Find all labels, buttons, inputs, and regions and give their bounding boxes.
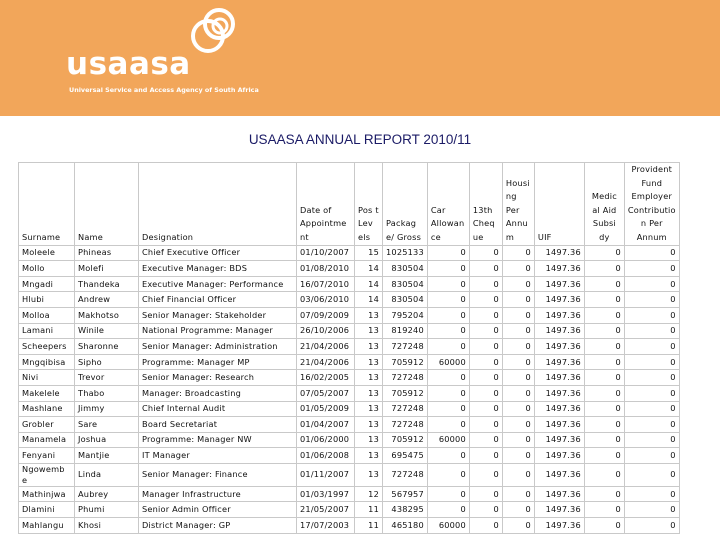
table-cell: 01/06/2000 xyxy=(297,432,355,448)
table-cell: Aubrey xyxy=(75,486,139,502)
table-cell: 01/04/2007 xyxy=(297,417,355,433)
table-cell: 1497.36 xyxy=(534,245,584,261)
table-cell: 1497.36 xyxy=(534,276,584,292)
table-row xyxy=(19,370,680,386)
table-cell: Chief Financial Officer xyxy=(139,292,297,308)
table-cell: 0 xyxy=(584,307,624,323)
table-cell: 03/06/2010 xyxy=(297,292,355,308)
column-header: Housi ng Per Annu m xyxy=(502,163,534,246)
table-cell: Mahlangu xyxy=(19,518,75,534)
table-cell: 0 xyxy=(584,354,624,370)
table-cell: 13 xyxy=(355,339,383,355)
table-cell: 15 xyxy=(355,245,383,261)
table-cell: Dlamini xyxy=(19,502,75,518)
table-cell: 0 xyxy=(624,385,679,401)
table-cell: 01/08/2010 xyxy=(297,261,355,277)
table-cell: 0 xyxy=(502,432,534,448)
table-cell: 13 xyxy=(355,432,383,448)
table-cell: 0 xyxy=(624,401,679,417)
column-header: UIF xyxy=(534,163,584,246)
table-cell: 1497.36 xyxy=(534,339,584,355)
table-cell: 01/03/1997 xyxy=(297,486,355,502)
table-row xyxy=(19,448,680,464)
table-cell: Manager: Broadcasting xyxy=(139,385,297,401)
table-cell: 13 xyxy=(355,385,383,401)
table-cell: 0 xyxy=(427,245,469,261)
table-cell: 0 xyxy=(502,417,534,433)
table-cell: 26/10/2006 xyxy=(297,323,355,339)
table-cell: 13 xyxy=(355,463,383,486)
table-cell: Senior Manager: Finance xyxy=(139,463,297,486)
table-cell: 727248 xyxy=(383,339,428,355)
table-cell: Ngowemb e xyxy=(19,463,75,486)
table-row xyxy=(19,502,680,518)
table-cell: 0 xyxy=(502,245,534,261)
table-cell: 0 xyxy=(584,401,624,417)
table-cell: 0 xyxy=(584,276,624,292)
table-cell: Hlubi xyxy=(19,292,75,308)
table-cell: 1497.36 xyxy=(534,261,584,277)
table-cell: 12 xyxy=(355,486,383,502)
table-cell: 1497.36 xyxy=(534,370,584,386)
table-cell: Mathinjwa xyxy=(19,486,75,502)
table-cell: Mngadi xyxy=(19,276,75,292)
table-cell: 11 xyxy=(355,518,383,534)
table-cell: Linda xyxy=(75,463,139,486)
table-row xyxy=(19,307,680,323)
table-cell: 21/05/2007 xyxy=(297,502,355,518)
table-cell: 16/07/2010 xyxy=(297,276,355,292)
table-cell: Sharonne xyxy=(75,339,139,355)
table-cell: 0 xyxy=(469,276,502,292)
table-cell: 0 xyxy=(469,307,502,323)
table-cell: Programme: Manager NW xyxy=(139,432,297,448)
table-cell: 0 xyxy=(427,292,469,308)
table-cell: 0 xyxy=(469,370,502,386)
table-cell: 0 xyxy=(427,307,469,323)
table-cell: 0 xyxy=(469,502,502,518)
table-cell: 0 xyxy=(502,370,534,386)
table-cell: 14 xyxy=(355,276,383,292)
table-cell: Manager Infrastructure xyxy=(139,486,297,502)
table-cell: Molloa xyxy=(19,307,75,323)
table-cell: 819240 xyxy=(383,323,428,339)
table-row xyxy=(19,323,680,339)
table-row xyxy=(19,463,680,486)
table-cell: 11 xyxy=(355,502,383,518)
table-cell: Winile xyxy=(75,323,139,339)
table-cell: 0 xyxy=(502,276,534,292)
table-header-row xyxy=(19,163,680,246)
table-cell: 0 xyxy=(584,292,624,308)
table-cell: 0 xyxy=(469,463,502,486)
table-cell: 1497.36 xyxy=(534,354,584,370)
table-cell: 0 xyxy=(624,276,679,292)
table-cell: 0 xyxy=(427,323,469,339)
table-cell: 0 xyxy=(502,486,534,502)
table-cell: 1497.36 xyxy=(534,486,584,502)
table-cell: 0 xyxy=(584,518,624,534)
table-cell: 1497.36 xyxy=(534,292,584,308)
table-cell: 0 xyxy=(584,432,624,448)
column-header: Pos t Lev els xyxy=(355,163,383,246)
table-cell: 1497.36 xyxy=(534,502,584,518)
table-row xyxy=(19,518,680,534)
column-header: Car Allowan ce xyxy=(427,163,469,246)
table-cell: IT Manager xyxy=(139,448,297,464)
table-cell: Executive Manager: BDS xyxy=(139,261,297,277)
table-cell: 16/02/2005 xyxy=(297,370,355,386)
table-cell: 0 xyxy=(584,417,624,433)
table-cell: 705912 xyxy=(383,354,428,370)
table-cell: Mashlane xyxy=(19,401,75,417)
table-cell: 0 xyxy=(469,518,502,534)
table-cell: 01/10/2007 xyxy=(297,245,355,261)
table-cell: Phumi xyxy=(75,502,139,518)
table-cell: 727248 xyxy=(383,463,428,486)
table-cell: Jimmy xyxy=(75,401,139,417)
table-cell: 21/04/2006 xyxy=(297,354,355,370)
table-cell: 0 xyxy=(502,448,534,464)
table-cell: Lamani xyxy=(19,323,75,339)
table-cell: Sipho xyxy=(75,354,139,370)
table-cell: 1497.36 xyxy=(534,432,584,448)
table-cell: 1497.36 xyxy=(534,518,584,534)
table-cell: 01/05/2009 xyxy=(297,401,355,417)
table-cell: 0 xyxy=(584,502,624,518)
table-cell: 465180 xyxy=(383,518,428,534)
column-header: Designation xyxy=(139,163,297,246)
table-cell: 705912 xyxy=(383,432,428,448)
table-cell: National Programme: Manager xyxy=(139,323,297,339)
table-cell: 0 xyxy=(624,448,679,464)
table-cell: 0 xyxy=(502,354,534,370)
table-cell: District Manager: GP xyxy=(139,518,297,534)
column-header: Packag e/ Gross xyxy=(383,163,428,246)
table-cell: 0 xyxy=(469,354,502,370)
table-cell: Khosi xyxy=(75,518,139,534)
table-row xyxy=(19,417,680,433)
table-cell: 0 xyxy=(427,401,469,417)
table-cell: 1497.36 xyxy=(534,401,584,417)
table-cell: 0 xyxy=(502,502,534,518)
table-cell: Senior Manager: Research xyxy=(139,370,297,386)
table-cell: Mantjie xyxy=(75,448,139,464)
table-cell: 1497.36 xyxy=(534,323,584,339)
table-cell: Makelele xyxy=(19,385,75,401)
table-cell: Sare xyxy=(75,417,139,433)
table-cell: Grobler xyxy=(19,417,75,433)
table-cell: 1025133 xyxy=(383,245,428,261)
table-body xyxy=(19,245,680,533)
table-cell: Senior Manager: Administration xyxy=(139,339,297,355)
table-cell: 0 xyxy=(502,261,534,277)
table-cell: 0 xyxy=(624,307,679,323)
table-cell: 0 xyxy=(624,292,679,308)
table-cell: 0 xyxy=(502,401,534,417)
salary-table xyxy=(18,162,680,534)
table-row xyxy=(19,401,680,417)
table-cell: 07/09/2009 xyxy=(297,307,355,323)
table-cell: Chief Internal Audit xyxy=(139,401,297,417)
table-cell: 0 xyxy=(624,323,679,339)
table-cell: 0 xyxy=(624,354,679,370)
table-cell: 1497.36 xyxy=(534,463,584,486)
table-cell: Makhotso xyxy=(75,307,139,323)
table-cell: 695475 xyxy=(383,448,428,464)
table-cell: 1497.36 xyxy=(534,417,584,433)
table-row xyxy=(19,245,680,261)
table-cell: Thandeka xyxy=(75,276,139,292)
table-cell: 0 xyxy=(469,417,502,433)
table-cell: 0 xyxy=(624,518,679,534)
table-cell: Phineas xyxy=(75,245,139,261)
table-cell: Programme: Manager MP xyxy=(139,354,297,370)
table-cell: 0 xyxy=(469,245,502,261)
table-cell: 0 xyxy=(502,518,534,534)
table-cell: 60000 xyxy=(427,354,469,370)
table-cell: 0 xyxy=(427,261,469,277)
table-cell: 1497.36 xyxy=(534,385,584,401)
table-cell: 1497.36 xyxy=(534,307,584,323)
table-cell: Molefi xyxy=(75,261,139,277)
column-header: Name xyxy=(75,163,139,246)
table-cell: 0 xyxy=(502,307,534,323)
table-row xyxy=(19,292,680,308)
table-cell: 0 xyxy=(624,502,679,518)
column-header: Medic al Aid Subsi dy xyxy=(584,163,624,246)
table-cell: 0 xyxy=(584,385,624,401)
table-cell: 0 xyxy=(427,448,469,464)
table-cell: 0 xyxy=(469,261,502,277)
table-cell: 0 xyxy=(469,448,502,464)
table-cell: 60000 xyxy=(427,432,469,448)
table-cell: Mollo xyxy=(19,261,75,277)
table-cell: Andrew xyxy=(75,292,139,308)
table-cell: 0 xyxy=(469,486,502,502)
table-cell: Board Secretariat xyxy=(139,417,297,433)
table-cell: 13 xyxy=(355,307,383,323)
table-row xyxy=(19,339,680,355)
table-cell: Thabo xyxy=(75,385,139,401)
table-cell: Moleele xyxy=(19,245,75,261)
table-cell: Executive Manager: Performance xyxy=(139,276,297,292)
header-banner xyxy=(0,0,720,116)
table-row xyxy=(19,385,680,401)
table-row xyxy=(19,276,680,292)
table-cell: 0 xyxy=(427,276,469,292)
table-cell: 13 xyxy=(355,370,383,386)
report-title: USAASA ANNUAL REPORT 2010/11 xyxy=(248,132,472,147)
table-cell: 0 xyxy=(502,385,534,401)
table-cell: 705912 xyxy=(383,385,428,401)
column-header: Provident Fund Employer Contributio n Per Annum xyxy=(624,163,679,246)
table-cell: 13 xyxy=(355,323,383,339)
table-cell: Manamela xyxy=(19,432,75,448)
table-cell: 0 xyxy=(502,339,534,355)
table-cell: 0 xyxy=(584,486,624,502)
table-cell: 830504 xyxy=(383,292,428,308)
table-cell: 0 xyxy=(469,292,502,308)
table-cell: 0 xyxy=(624,486,679,502)
table-cell: 0 xyxy=(427,463,469,486)
table-cell: 13 xyxy=(355,448,383,464)
table-cell: 13 xyxy=(355,401,383,417)
table-cell: Scheepers xyxy=(19,339,75,355)
table-cell: 830504 xyxy=(383,276,428,292)
table-cell: Nivi xyxy=(19,370,75,386)
table-cell: 0 xyxy=(624,245,679,261)
table-cell: 0 xyxy=(584,463,624,486)
table-cell: Joshua xyxy=(75,432,139,448)
table-cell: 17/07/2003 xyxy=(297,518,355,534)
table-cell: Senior Admin Officer xyxy=(139,502,297,518)
table-cell: Trevor xyxy=(75,370,139,386)
table-cell: 13 xyxy=(355,417,383,433)
table-cell: 13 xyxy=(355,354,383,370)
table-cell: 60000 xyxy=(427,518,469,534)
table-cell: 21/04/2006 xyxy=(297,339,355,355)
table-row xyxy=(19,486,680,502)
table-cell: 01/06/2008 xyxy=(297,448,355,464)
table-cell: 0 xyxy=(624,432,679,448)
table-cell: Chief Executive Officer xyxy=(139,245,297,261)
table-row xyxy=(19,354,680,370)
table-cell: 0 xyxy=(469,339,502,355)
table-cell: 14 xyxy=(355,261,383,277)
table-cell: 727248 xyxy=(383,401,428,417)
table-cell: 0 xyxy=(502,292,534,308)
column-header: 13th Cheq ue xyxy=(469,163,502,246)
table-cell: 0 xyxy=(469,401,502,417)
table-cell: 0 xyxy=(469,323,502,339)
table-cell: 0 xyxy=(584,370,624,386)
column-header: Date of Appointme nt xyxy=(297,163,355,246)
usaasa-logo xyxy=(66,2,259,102)
table-cell: 795204 xyxy=(383,307,428,323)
table-cell: 0 xyxy=(502,323,534,339)
table-cell: 0 xyxy=(584,245,624,261)
logo-rings-icon xyxy=(186,2,246,58)
table-cell: 0 xyxy=(584,261,624,277)
table-cell: 0 xyxy=(624,339,679,355)
table-cell: 1497.36 xyxy=(534,448,584,464)
table-cell: 0 xyxy=(624,370,679,386)
table-cell: 0 xyxy=(427,370,469,386)
table-row xyxy=(19,432,680,448)
logo-wordmark: usaasa xyxy=(66,46,191,82)
column-header: Surname xyxy=(19,163,75,246)
table-cell: 567957 xyxy=(383,486,428,502)
table-row xyxy=(19,261,680,277)
table-cell: 0 xyxy=(584,339,624,355)
logo-subtitle: Universal Service and Access Agency of South Africa xyxy=(69,86,259,94)
table-cell: 0 xyxy=(624,261,679,277)
table-cell: 0 xyxy=(427,486,469,502)
table-cell: 0 xyxy=(584,448,624,464)
table-cell: 0 xyxy=(624,417,679,433)
table-cell: 0 xyxy=(502,463,534,486)
table-cell: 0 xyxy=(427,417,469,433)
table-cell: 0 xyxy=(469,385,502,401)
table-cell: Senior Manager: Stakeholder xyxy=(139,307,297,323)
table-cell: 07/05/2007 xyxy=(297,385,355,401)
table-cell: 0 xyxy=(427,385,469,401)
table-cell: 0 xyxy=(584,323,624,339)
table-cell: 830504 xyxy=(383,261,428,277)
table-cell: 01/11/2007 xyxy=(297,463,355,486)
table-cell: 14 xyxy=(355,292,383,308)
table-cell: 727248 xyxy=(383,417,428,433)
table-cell: 0 xyxy=(469,432,502,448)
table-cell: 0 xyxy=(624,463,679,486)
table-cell: 0 xyxy=(427,502,469,518)
table-cell: Mngqibisa xyxy=(19,354,75,370)
table-cell: Fenyani xyxy=(19,448,75,464)
table-cell: 438295 xyxy=(383,502,428,518)
table-cell: 727248 xyxy=(383,370,428,386)
table-cell: 0 xyxy=(427,339,469,355)
